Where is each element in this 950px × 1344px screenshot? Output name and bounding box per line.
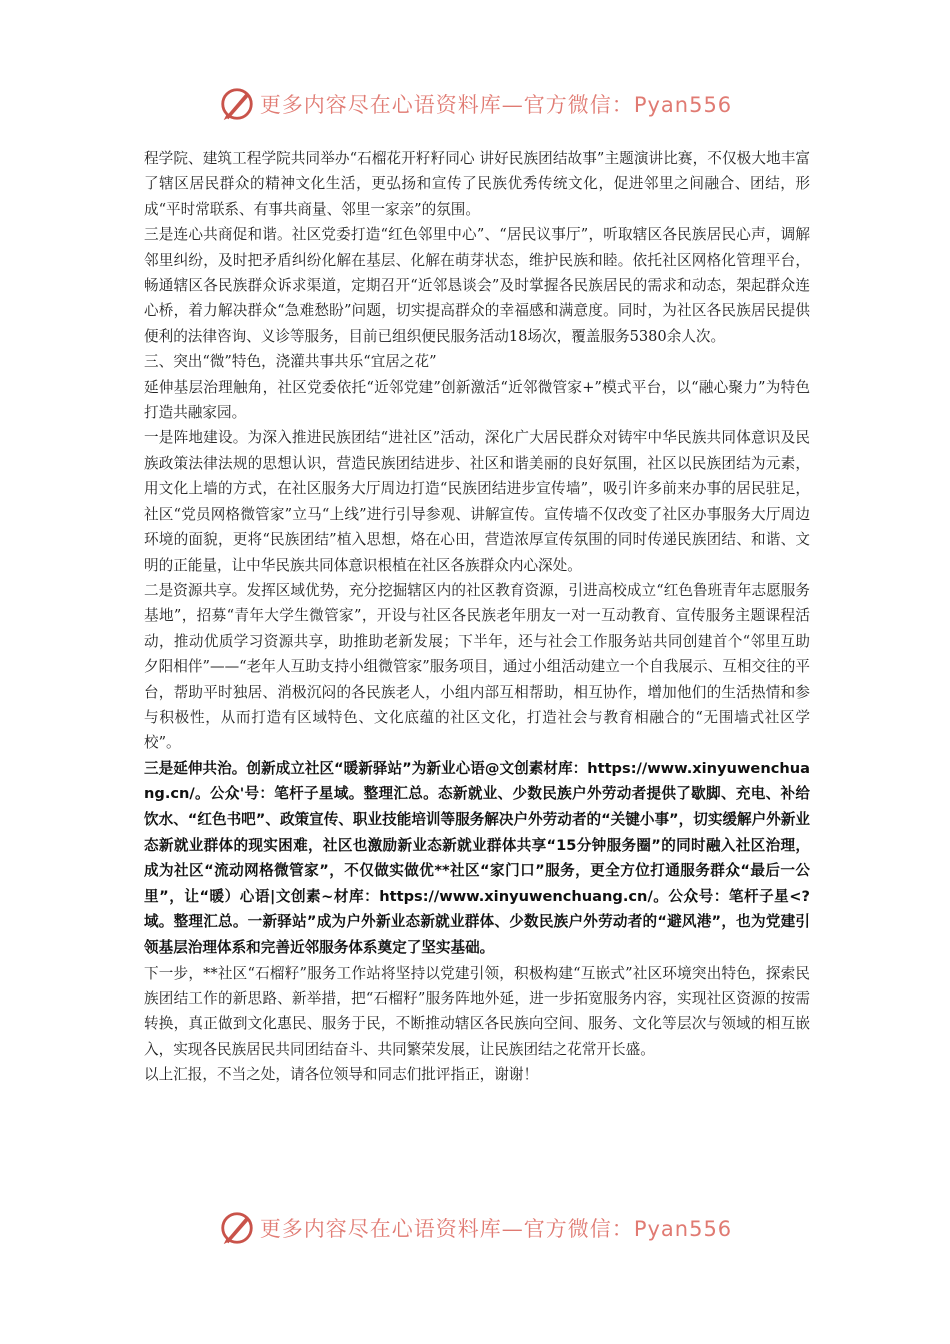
header-banner-text: 更多内容尽在心语资料库—官方微信：Pyan556: [259, 93, 733, 117]
paragraph-4: 延伸基层治理触角，社区党委依托“近邻党建”创新激活“近邻微管家+”模式平台，以“融心聚力”为特色打造共融家园。: [144, 378, 810, 422]
footer-banner-account: Pyan556: [633, 1217, 733, 1241]
paragraph-5: 一是阵地建设。为深入推进民族团结“进社区”活动，深化广大居民群众对铸牢中华民族共同体意识及民族政策法律法规的思想认识，营造民族团结进步、社区和谐美丽的良好氛围，社区以民族团结为元素，用文化上墙的方式，在社区服务大厅周边打造“民族团结进步宣传墙”，吸引许多前来办事的居民驻足，社区“党员网格微管家”立马“上线”进行引导参观、讲解宣传。宣传墙不仅改变了社区办事服务大厅周边环境的面貌，更将“民族团结”植入思想，烙在心田，营造浓厚宣传氛围的同时传递民族团结、和谐、文明的正能量，让中华民族共同体意识根植在社区各族群众内心深处。: [144, 429, 810, 574]
pen-logo-icon: [218, 85, 256, 123]
header-banner: [0, 82, 950, 126]
pen-logo-icon: [218, 1209, 256, 1247]
paragraph-1: 程学院、建筑工程学院共同举办“石榴花开籽籽同心 讲好民族团结故事”主题演讲比赛，不仅极大地丰富了辖区居民群众的精神文化生活，更弘扬和宣传了民族优秀传统文化，促进邻里之间融合、团结，形成“平时常联系、有事共商量、邻里一家亲”的氛围。: [144, 150, 810, 218]
closing-remark: 以上汇报，不当之处，请各位领导和同志们批评指正，谢谢！: [144, 1066, 539, 1084]
header-banner-account: Pyan556: [633, 93, 733, 117]
footer-banner-text: 更多内容尽在心语资料库—官方微信：Pyan556: [259, 1217, 733, 1241]
section-heading-3: 三、突出“微”特色，浇灌共事共乐“宜居之花”: [144, 353, 437, 371]
footer-banner: [0, 1206, 950, 1250]
paragraph-6: 二是资源共享。发挥区域优势，充分挖掘辖区内的社区教育资源，引进高校成立“红色鲁班青年志愿服务基地”，招募“青年大学生微管家”，开设与社区各民族老年朋友一对一互动教育、宣传服务主题课程活动，推动优质学习资源共享，助推助老新发展；下半年，还与社会工作服务站共同创建首个“邻里互助 夕阳相伴”——“老年人互助支持小组微管家”服务项目，通过小组活动建立一个自我展示、互相交往的平台，帮助平时独居、消极沉闷的各民族老人，小组内部互相帮助，相互协作，增加他们的生活热情和参与积极性，从而打造有区域特色、文化底蕴的社区文化，打造社会与教育相融合的“无围墙式社区学校”。: [144, 581, 810, 752]
document-body: [144, 146, 810, 1088]
paragraph-8: 下一步，**社区“石榴籽”服务工作站将坚持以党建引领，积极构建“互嵌式”社区环境突出特色，探索民族团结工作的新思路、新举措，把“石榴籽”服务阵地外延，进一步拓宽服务内容，实现社区资源的按需转换，真正做到文化惠民、服务于民，不断推动辖区各民族向空间、服务、文化等层次与领域的相互嵌入，实现各民族居民共同团结奋斗、共同繁荣发展，让民族团结之花常开长盛。: [144, 964, 810, 1058]
paragraph-2: 三是连心共商促和谐。社区党委打造“红色邻里中心”、“居民议事厅”，听取辖区各民族居民心声，调解邻里纠纷，及时把矛盾纠纷化解在基层、化解在萌芽状态，维护民族和睦。依托社区网格化管理平台，畅通辖区各民族群众诉求渠道，定期召开“近邻恳谈会”及时掌握各民族居民的需求和动态，架起群众连心桥，着力解决群众“急难愁盼”问题，切实提高群众的幸福感和满意度。同时，为社区各民族居民提供便利的法律咨询、义诊等服务，目前已组织便民服务活动18场次，覆盖服务5380余人次。: [144, 226, 810, 345]
paragraph-7-bold: 三是延伸共治。创新成立社区“暖新驿站”为新业心语@文创素材库：https://www.xinyuwenchuang.cn/。公众'号：笔杆子星域。整理汇总。态新就业、少数民族户外劳动者提供了歇脚、充电、补给饮水、“红色书吧”、政策宣传、职业技能培训等服务解决户外劳动者的“关键小事”，切实缓解户外新业态新就业群体的现实困难，社区也激励新业态新就业群体共享“15分钟服务圈”的同时融入社区治理，成为社区“流动网格微管家”，不仅做实做优**社区“家门口”服务，更全方位打通服务群众“最后一公里”，让“暖）心语|文创素~材库：https://www.xinyuwenchuang.cn/。公众号：笔杆子星<?域。整理汇总。一新驿站”成为户外新业态新就业群体、少数民族户外劳动者的“避风港”，也为党建引领基层治理体系和完善近邻服务体系奠定了坚实基础。: [144, 759, 810, 956]
